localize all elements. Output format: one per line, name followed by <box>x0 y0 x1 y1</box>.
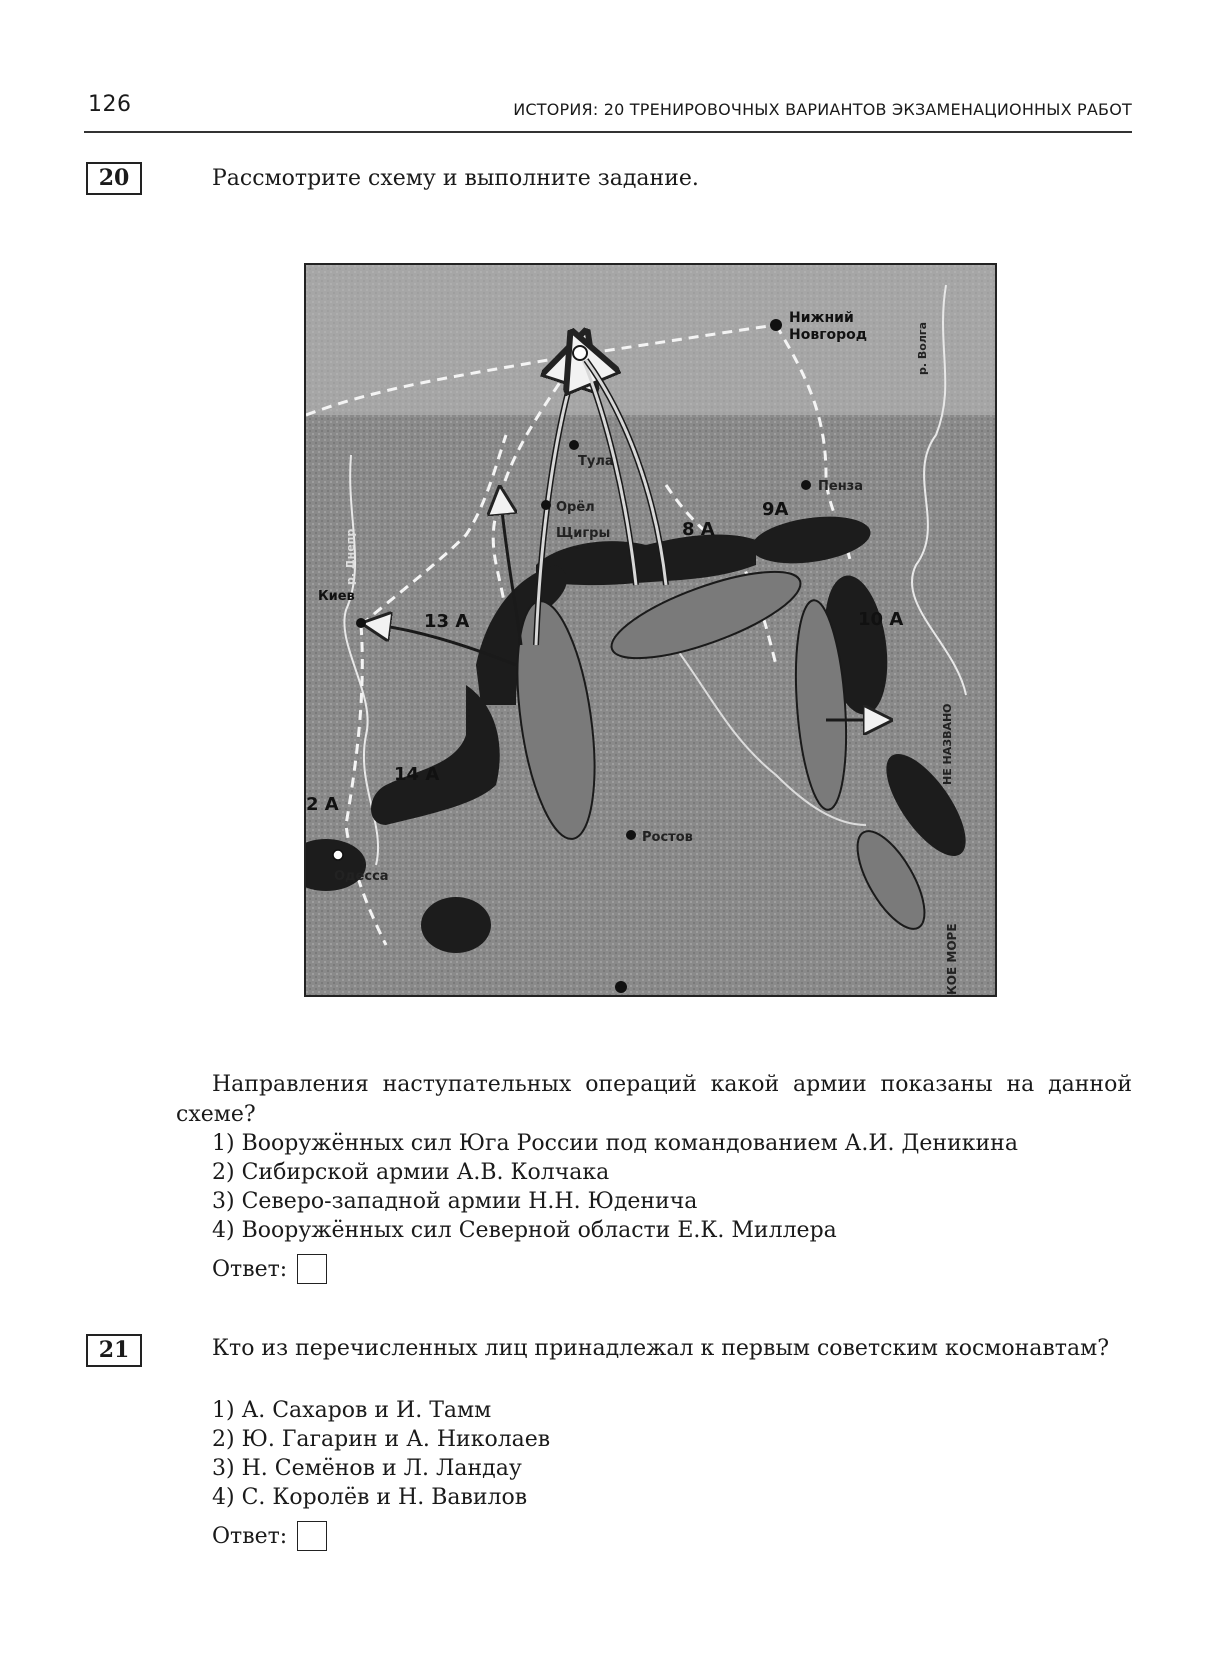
label-tula: Тула <box>578 454 614 469</box>
task-instruction: Рассмотрите схему и выполните задание. <box>212 166 699 191</box>
label-side: НЕ НАЗВАНО <box>941 703 954 785</box>
task21-answer-box[interactable] <box>297 1521 327 1551</box>
task-number-20: 20 <box>86 162 142 195</box>
city-marker-tsaritsyn <box>615 981 627 993</box>
civil-war-map <box>304 263 997 997</box>
label-army-14: 14 А <box>394 764 440 785</box>
label-army-12: 2 А <box>306 794 339 815</box>
city-marker-moscow <box>573 346 587 360</box>
task21-question-text: Кто из перечисленных лиц принадлежал к первым советским космонавтам? <box>212 1336 1109 1361</box>
task20-question <box>176 1070 1132 1130</box>
label-army-8: 8 А <box>682 519 715 540</box>
task20-answer-box[interactable] <box>297 1254 327 1284</box>
task21-option-3: 3) Н. Семёнов и Л. Ландау <box>212 1456 522 1481</box>
task21-option-4: 4) С. Королёв и Н. Вавилов <box>212 1485 528 1510</box>
city-marker-tula <box>569 440 579 450</box>
task20-option-4: 4) Вооружённых сил Северной области Е.К. Миллера <box>212 1218 837 1243</box>
label-kiev: Киев <box>318 589 355 604</box>
label-nizhny-2: Новгород <box>789 327 868 343</box>
label-orel: Орёл <box>556 500 595 515</box>
task21-option-2: 2) Ю. Гагарин и А. Николаев <box>212 1427 551 1452</box>
task21-question <box>176 1334 1132 1364</box>
task20-option-1: 1) Вооружённых сил Юга России под командованием А.И. Деникина <box>212 1131 1018 1156</box>
label-army-13: 13 А <box>424 611 470 632</box>
city-marker-penza <box>801 480 811 490</box>
task20-option-2: 2) Сибирской армии А.В. Колчака <box>212 1160 610 1185</box>
map-north-light-area <box>306 265 997 415</box>
page-number: 126 <box>88 92 132 117</box>
label-army-10: 10 А <box>858 609 904 630</box>
city-marker-odessa <box>333 850 343 860</box>
label-rostov: Ростов <box>642 830 693 845</box>
city-marker-nizhny <box>770 319 782 331</box>
task20-answer <box>212 1254 327 1284</box>
label-river-dnepr: р. Днепр <box>344 528 357 585</box>
task20-option-3: 3) Северо-западной армии Н.Н. Юденича <box>212 1189 698 1214</box>
task21-answer <box>212 1521 327 1551</box>
running-title: ИСТОРИЯ: 20 ТРЕНИРОВОЧНЫХ ВАРИАНТОВ ЭКЗАМЕНАЦИОННЫХ РАБОТ <box>513 100 1132 119</box>
city-marker-orel <box>541 500 551 510</box>
city-marker-rostov <box>626 830 636 840</box>
label-odessa: Одесса <box>334 869 389 884</box>
label-sea: КОЕ МОРЕ <box>945 923 959 995</box>
label-nizhny-1: Нижний <box>789 310 854 326</box>
city-marker-kiev <box>356 618 366 628</box>
label-shchigry: Щигры <box>556 526 611 541</box>
label-river-volga: р. Волга <box>916 321 929 375</box>
label-army-9: 9А <box>762 499 789 520</box>
label-penza: Пенза <box>818 479 864 494</box>
task20-answer-label: Ответ: <box>212 1256 288 1282</box>
header-rule <box>84 131 1132 133</box>
task-number-21: 21 <box>86 1334 142 1367</box>
task20-question-text: Направления наступательных операций какой армии показаны на данной схеме? <box>176 1072 1132 1127</box>
task21-answer-label: Ответ: <box>212 1523 288 1549</box>
task21-option-1: 1) А. Сахаров и И. Тамм <box>212 1398 492 1423</box>
red-army-group-south <box>421 897 491 953</box>
